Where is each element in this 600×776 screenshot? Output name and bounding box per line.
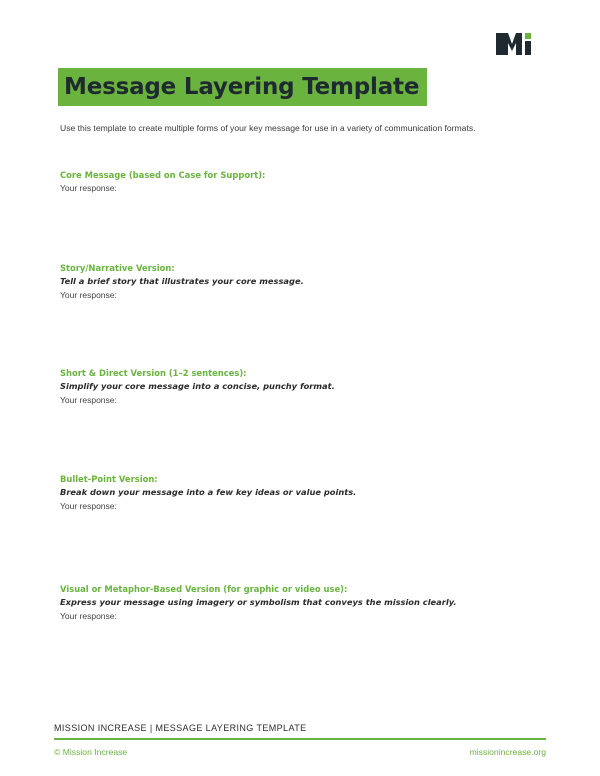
intro-text: Use this template to create multiple forms of your key message for use in a variety of communication formats.: [60, 123, 476, 133]
document-title: Message Layering Template: [64, 74, 420, 100]
footer-copyright: © Mission Increase: [54, 747, 128, 757]
section-story-version: [60, 262, 540, 301]
title-banner: [58, 68, 427, 106]
section-prompt: Express your message using imagery or symbolism that conveys the mission clearly.: [60, 597, 457, 607]
section-title: Visual or Metaphor-Based Version (for graphic or video use):: [60, 584, 348, 594]
response-label: Your response:: [60, 183, 117, 193]
mission-increase-logo: [496, 31, 536, 56]
footer-title: MISSION INCREASE | MESSAGE LAYERING TEMPLATE: [54, 723, 307, 733]
response-label: Your response:: [60, 611, 117, 621]
footer-website-link[interactable]: missionincrease.org: [469, 747, 546, 757]
section-title: Core Message (based on Case for Support):: [60, 170, 266, 180]
section-bullet-version: [60, 473, 540, 512]
section-title: Bullet-Point Version:: [60, 474, 158, 484]
response-label: Your response:: [60, 395, 117, 405]
section-prompt: Break down your message into a few key ideas or value points.: [60, 487, 357, 497]
section-short-version: [60, 367, 540, 406]
section-prompt: Tell a brief story that illustrates your core message.: [60, 276, 304, 286]
section-core-message: [60, 169, 540, 194]
section-prompt: Simplify your core message into a concise, punchy format.: [60, 381, 335, 391]
section-visual-version: [60, 583, 540, 622]
section-title: Short & Direct Version (1–2 sentences):: [60, 368, 247, 378]
footer-divider: [54, 738, 546, 740]
response-label: Your response:: [60, 501, 117, 511]
response-label: Your response:: [60, 290, 117, 300]
section-title: Story/Narrative Version:: [60, 263, 175, 273]
